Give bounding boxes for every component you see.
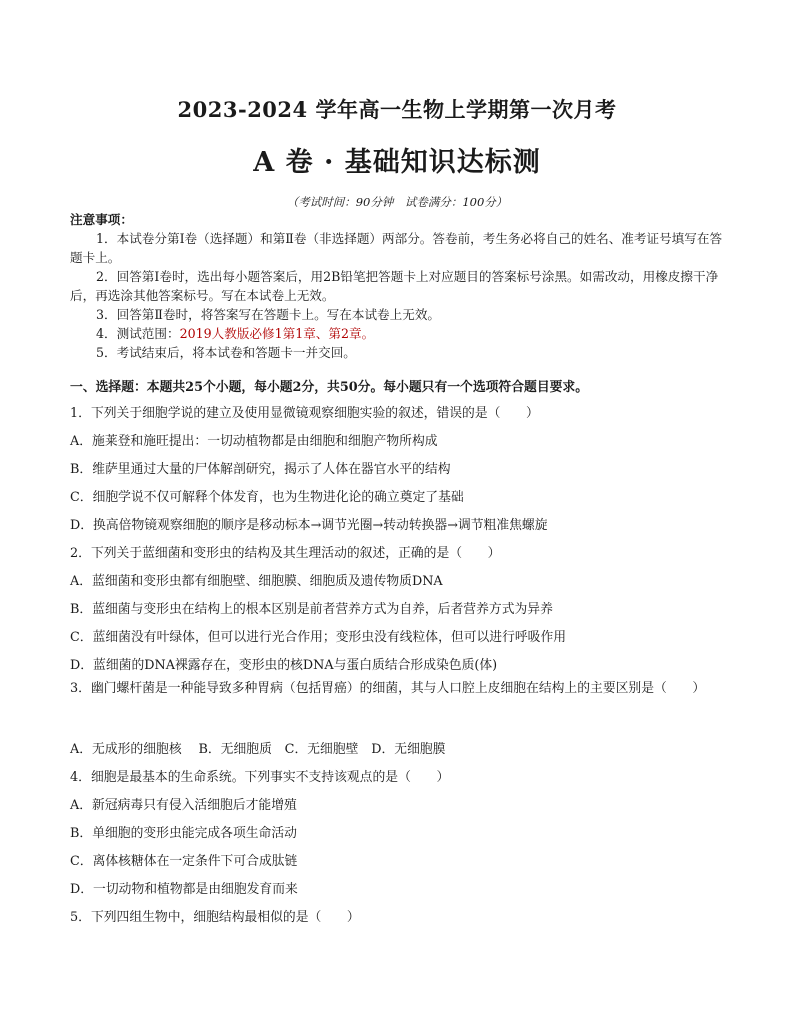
question-2-stem: 2．下列关于蓝细菌和变形虫的结构及其生理活动的叙述，正确的是（ ） bbox=[70, 546, 501, 561]
question-4-option-c: C．离体核糖体在一定条件下可合成肽链 bbox=[70, 854, 298, 869]
question-4-option-a: A．新冠病毒只有侵入活细胞后才能增殖 bbox=[70, 798, 297, 813]
question-2-option-a: A．蓝细菌和变形虫都有细胞壁、细胞膜、细胞质及遗传物质DNA bbox=[70, 574, 443, 589]
question-5-stem: 5．下列四组生物中，细胞结构最相似的是（ ） bbox=[70, 910, 360, 925]
section-header: 一、选择题：本题共25个小题，每小题2分，共50分。每小题只有一个选项符合题目要求。 bbox=[70, 380, 589, 395]
notes-item-4 bbox=[70, 324, 730, 343]
question-1-option-b: B．维萨里通过大量的尸体解剖研究，揭示了人体在器官水平的结构 bbox=[70, 462, 451, 477]
question-1-stem: 1．下列关于细胞学说的建立及使用显微镜观察细胞实验的叙述，错误的是（ ） bbox=[70, 406, 539, 421]
question-4-option-b: B．单细胞的变形虫能完成各项生命活动 bbox=[70, 826, 297, 841]
test-range: 2019人教版必修1第1章、第2章。 bbox=[179, 326, 375, 341]
question-1-option-c: C．细胞学说不仅可解释个体发育，也为生物进化论的确立奠定了基础 bbox=[70, 490, 464, 505]
question-3-options: A．无成形的细胞核 B．无细胞质 C．无细胞壁 D．无细胞膜 bbox=[70, 742, 446, 757]
exam-title: 2023-2024 学年高一生物上学期第一次月考 bbox=[177, 97, 617, 122]
question-1-option-a: A．施莱登和施旺提出：一切动植物都是由细胞和细胞产物所构成 bbox=[70, 434, 438, 449]
question-1-option-d: D．换高倍物镜观察细胞的顺序是移动标本→调节光圈→转动转换器→调节粗准焦螺旋 bbox=[70, 518, 548, 533]
question-4-stem: 4．细胞是最基本的生命系统。下列事实不支持该观点的是（ ） bbox=[70, 770, 450, 785]
notes-item-3: 3．回答第Ⅱ卷时，将答案写在答题卡上。写在本试卷上无效。 bbox=[96, 307, 441, 322]
notes-section bbox=[70, 210, 730, 362]
question-2-option-c: C．蓝细菌没有叶绿体，但可以进行光合作用；变形虫没有线粒体，但可以进行呼吸作用 bbox=[70, 630, 567, 645]
question-4-option-d: D．一切动物和植物都是由细胞发育而来 bbox=[70, 882, 298, 897]
exam-meta: （考试时间：90分钟 试卷满分：100分） bbox=[286, 195, 508, 209]
question-3-stem: 3．幽门螺杆菌是一种能导致多种胃病（包括胃癌）的细菌，其与人口腔上皮细胞在结构上的主要区别是（ ） bbox=[70, 681, 706, 696]
notes-item-5: 5．考试结束后，将本试卷和答题卡一并交回。 bbox=[96, 345, 356, 360]
notes-heading: 注意事项： bbox=[70, 212, 133, 227]
notes-item-2: 2．回答第Ⅰ卷时，选出每小题答案后，用2B铅笔把答题卡上对应题目的答案标号涂黑。如需改动，用橡皮擦干净后，再选涂其他答案标号。写在本试卷上无效。 bbox=[70, 269, 719, 303]
question-2-option-d: D．蓝细菌的DNA裸露存在，变形虫的核DNA与蛋白质结合形成染色质(体) bbox=[70, 658, 498, 673]
exam-subtitle: A 卷 · 基础知识达标测 bbox=[253, 147, 541, 178]
question-2-option-b: B．蓝细菌与变形虫在结构上的根本区别是前者营养方式为自养，后者营养方式为异养 bbox=[70, 602, 553, 617]
notes-item-4-prefix: 4．测试范围： bbox=[96, 326, 180, 341]
notes-item-1: 1．本试卷分第Ⅰ卷（选择题）和第Ⅱ卷（非选择题）两部分。答卷前，考生务必将自己的姓名、准考证号填写在答题卡上。 bbox=[70, 231, 723, 265]
